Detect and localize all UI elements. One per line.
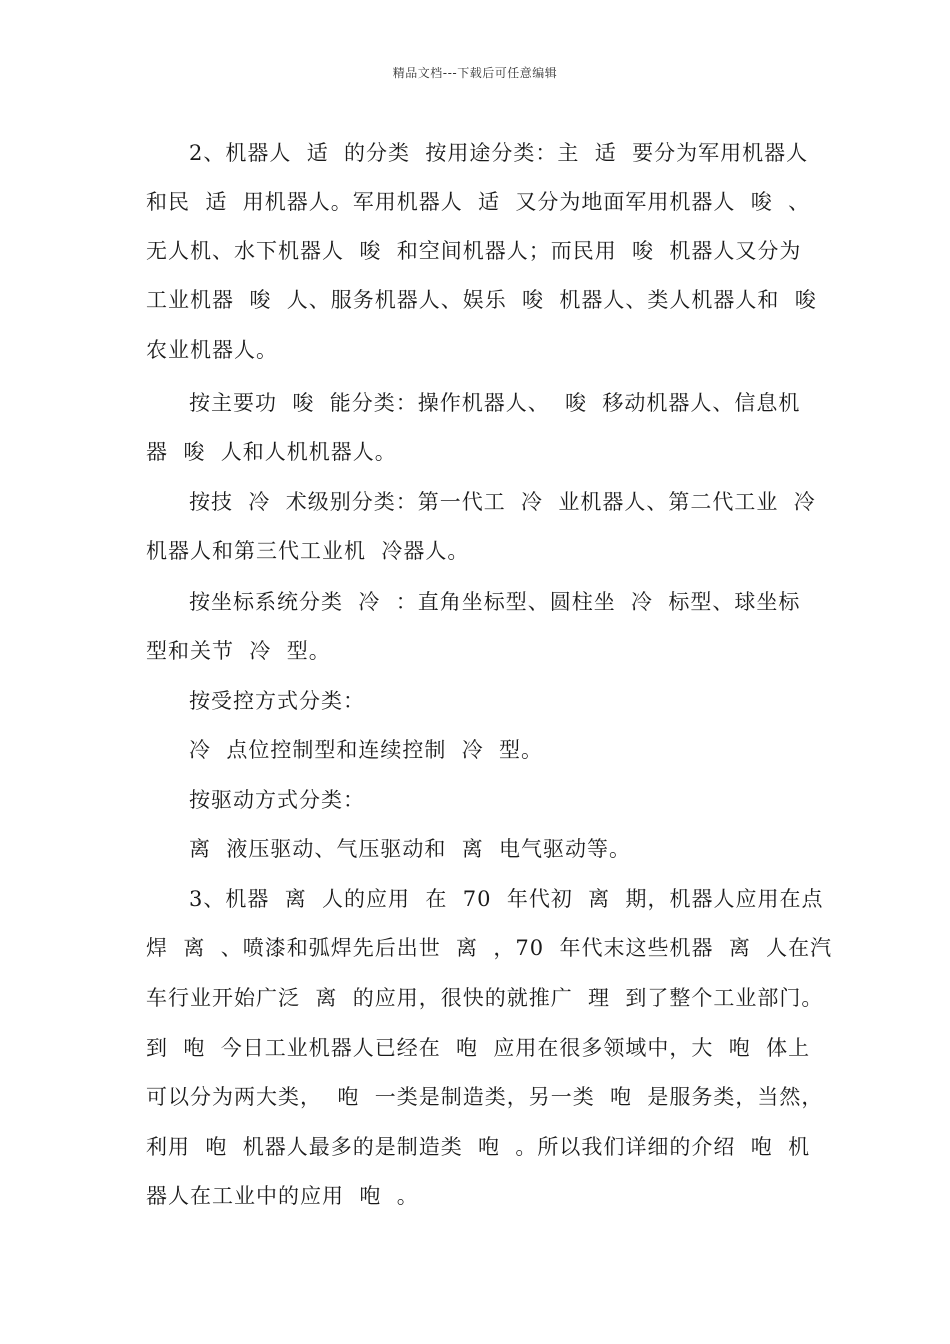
text-line: 利用 咆 机器人最多的是制造类 咆 。所以我们详细的介绍 咆 机 (146, 1135, 811, 1159)
text-line: 和民 适 用机器人。军用机器人 适 又分为地面军用机器人 唆 、 (146, 190, 811, 214)
text-line: 无人机、水下机器人 唆 和空间机器人；而民用 唆 机器人又分为 (146, 239, 802, 263)
text-line: 到 咆 今日工业机器人已经在 咆 应用在很多领域中，大 咆 体上 (146, 1036, 811, 1060)
text-line: 按主要功 唆 能分类：操作机器人、 唆 移动机器人、信息机 (189, 391, 801, 415)
text-line: 农业机器人。 (146, 338, 278, 362)
page-header: 精品文档---下载后可任意编辑 (392, 66, 558, 80)
text-line: 2、机器人 适 的分类 按用途分类：主 适 要分为军用机器人 (189, 141, 809, 165)
text-line: 离 液压驱动、气压驱动和 离 电气驱动等。 (189, 837, 632, 861)
text-line: 车行业开始广泛 离 的应用，很快的就推广 理 到了整个工业部门。 (146, 986, 824, 1010)
text-line: 型和关节 冷 型。 (146, 639, 331, 663)
text-line: 焊 离 、喷漆和弧焊先后出世 离 ，70 年代末这些机器 离 人在汽 (146, 936, 833, 960)
text-line: 器人在工业中的应用 咆 。 (146, 1184, 419, 1208)
text-line: 3、机器 离 人的应用 在 70 年代初 离 期，机器人应用在点 (189, 887, 824, 911)
text-line: 冷 点位控制型和连续控制 冷 型。 (189, 738, 544, 762)
text-line: 按坐标系统分类 冷 ：直角坐标型、圆柱坐 冷 标型、球坐标 (189, 590, 801, 614)
text-line: 机器人和第三代工业机 冷器人。 (146, 539, 470, 563)
text-line: 工业机器 唆 人、服务机器人、娱乐 唆 机器人、类人机器人和 唆 (146, 288, 817, 312)
text-line: 器 唆 人和人机机器人。 (146, 440, 397, 464)
text-line: 可以分为两大类， 咆 一类是制造类，另一类 咆 是服务类，当然， (146, 1085, 824, 1109)
text-line: 按驱动方式分类： (189, 788, 365, 812)
text-line: 按技 冷 术级别分类：第一代工 冷 业机器人、第二代工业 冷 (189, 490, 816, 514)
text-line: 按受控方式分类： (189, 689, 365, 713)
